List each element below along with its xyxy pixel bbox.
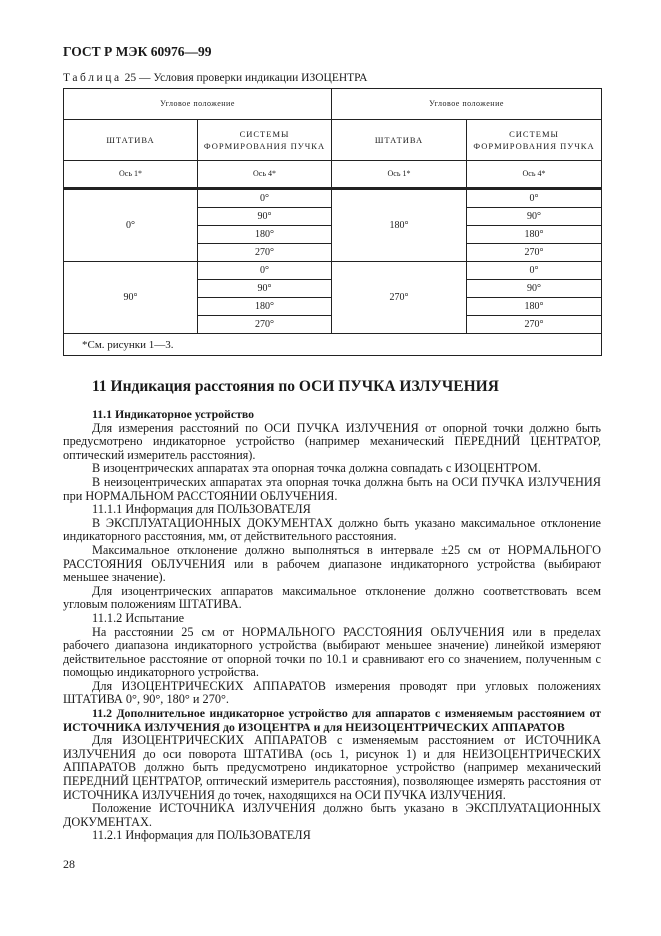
- axis4-right: Ось 4*: [467, 161, 602, 189]
- section-title: 11 Индикация расстояния по ОСИ ПУЧКА ИЗЛУЧЕНИЯ: [92, 378, 499, 395]
- table-caption: [63, 72, 367, 84]
- paragraph: В изоцентрических аппаратах эта опорная точка должна совпадать с ИЗОЦЕНТРОМ.: [92, 461, 541, 476]
- table-cell: 270°: [198, 316, 332, 334]
- table-cell: 180°: [198, 298, 332, 316]
- table-footnote: *См. рисунки 1—3.: [64, 334, 602, 356]
- table-cell: 270°: [467, 244, 602, 262]
- group-header-right: Угловое положение: [332, 89, 602, 120]
- table-cell: 180°: [332, 189, 467, 262]
- body-text: [63, 408, 601, 843]
- clause-heading: 11.1.1 Информация для ПОЛЬЗОВАТЕЛЯ: [92, 502, 311, 517]
- col-sistemy-left: СИСТЕМЫ ФОРМИРОВАНИЯ ПУЧКА: [198, 120, 332, 161]
- paragraph: Положение ИСТОЧНИКА ИЗЛУЧЕНИЯ должно быть указано в ЭКСПЛУАТАЦИОННЫХ ДОКУМЕНТАХ.: [63, 801, 601, 829]
- table-cell: 270°: [332, 262, 467, 334]
- page-number: 28: [63, 857, 75, 871]
- table-cell: 270°: [198, 244, 332, 262]
- subsection-heading: 11.2 Дополнительное индикаторное устройство для аппаратов с изменяемым расстоянием от ИСТОЧНИКА ИЗЛУЧЕНИЯ до ИЗОЦЕНТРА и для НЕИЗОЦЕНТРИЧЕСКИХ АППАРАТОВ: [63, 706, 601, 734]
- table-cell: 0°: [64, 189, 198, 262]
- paragraph: На расстоянии 25 см от НОРМАЛЬНОГО РАССТОЯНИЯ ОБЛУЧЕНИЯ или в пределах рабочего диапазона индикаторного устройства (выбирают меньшее значение) линейкой измеряют действительное расстояние от опорной точки по 10.1 и сравнивают его со значением, полученным с помощью индикаторного устройства.: [63, 624, 601, 680]
- paragraph: Для измерения расстояний по ОСИ ПУЧКА ИЗЛУЧЕНИЯ от опорной точки должно быть предусмотрено индикаторное устройство (например механический ПЕРЕДНИЙ ЦЕНТРАТОР, оптический измеритель расстояния).: [63, 420, 601, 462]
- clause-heading: 11.1.2 Испытание: [92, 610, 185, 625]
- table-cell: 0°: [467, 262, 602, 280]
- table-cell: 90°: [198, 208, 332, 226]
- paragraph: В неизоцентрических аппаратах эта опорная точка должна быть на ОСИ ПУЧКА ИЗЛУЧЕНИЯ при НОРМАЛЬНОМ РАССТОЯНИИ ОБЛУЧЕНИЯ.: [63, 474, 601, 503]
- paragraph: Для ИЗОЦЕНТРИЧЕСКИХ АППАРАТОВ с изменяемым расстоянием от ИСТОЧНИКА ИЗЛУЧЕНИЯ до оси поворота ШТАТИВА (ось 1, рисунок 1) и для НЕИЗОЦЕНТРИЧЕСКИХ АППАРАТОВ должно быть предусмотрено индикаторное устройство (например механический ПЕРЕДНИЙ ЦЕНТРАТОР, оптический измеритель расстояния), позволяющее измерять расстояния от ИСТОЧНИКА ИЗЛУЧЕНИЯ до точек, находящихся на ОСИ ПУЧКА ИЗЛУЧЕНИЯ.: [63, 733, 601, 802]
- table-cell: 90°: [64, 262, 198, 334]
- table-caption-text: 25 — Условия проверки индикации ИЗОЦЕНТРА: [121, 72, 368, 84]
- col-shtativ-right: ШТАТИВА: [332, 120, 467, 161]
- isocenter-table: [63, 88, 602, 356]
- document-header: ГОСТ Р МЭК 60976—99: [63, 44, 212, 59]
- col-sistemy-right: СИСТЕМЫ ФОРМИРОВАНИЯ ПУЧКА: [467, 120, 602, 161]
- table-caption-label: Таблица: [63, 72, 122, 84]
- subsection-heading: 11.1 Индикаторное устройство: [92, 407, 255, 421]
- table-cell: 180°: [198, 226, 332, 244]
- table-cell: 0°: [467, 189, 602, 208]
- table-cell: 270°: [467, 316, 602, 334]
- table-cell: 180°: [467, 226, 602, 244]
- table-cell: 90°: [467, 280, 602, 298]
- table-cell: 180°: [467, 298, 602, 316]
- col-shtativ-left: ШТАТИВА: [64, 120, 198, 161]
- paragraph: В ЭКСПЛУАТАЦИОННЫХ ДОКУМЕНТАХ должно быть указано максимальное отклонение индикаторного расстояния, мм, от действительного расстояния.: [63, 515, 601, 544]
- group-header-left: Угловое положение: [64, 89, 332, 120]
- paragraph: Для ИЗОЦЕНТРИЧЕСКИХ АППАРАТОВ измерения проводят при угловых положениях ШТАТИВА 0°, 90°, 180° и 270°.: [63, 678, 601, 707]
- axis4-left: Ось 4*: [198, 161, 332, 189]
- table-cell: 90°: [198, 280, 332, 298]
- paragraph: Максимальное отклонение должно выполняться в интервале ±25 см от НОРМАЛЬНОГО РАССТОЯНИЯ ОБЛУЧЕНИЯ или в рабочем диапазоне индикаторного устройства (выбирают меньшее значение).: [63, 542, 601, 585]
- table-cell: 0°: [198, 262, 332, 280]
- axis1-left: Ось 1*: [64, 161, 198, 189]
- table-cell: 0°: [198, 189, 332, 208]
- table-cell: 90°: [467, 208, 602, 226]
- axis1-right: Ось 1*: [332, 161, 467, 189]
- clause-heading: 11.2.1 Информация для ПОЛЬЗОВАТЕЛЯ: [92, 828, 311, 843]
- paragraph: Для изоцентрических аппаратов максимальное отклонение должно соответствовать всем угловым положениям ШТАТИВА.: [63, 583, 601, 612]
